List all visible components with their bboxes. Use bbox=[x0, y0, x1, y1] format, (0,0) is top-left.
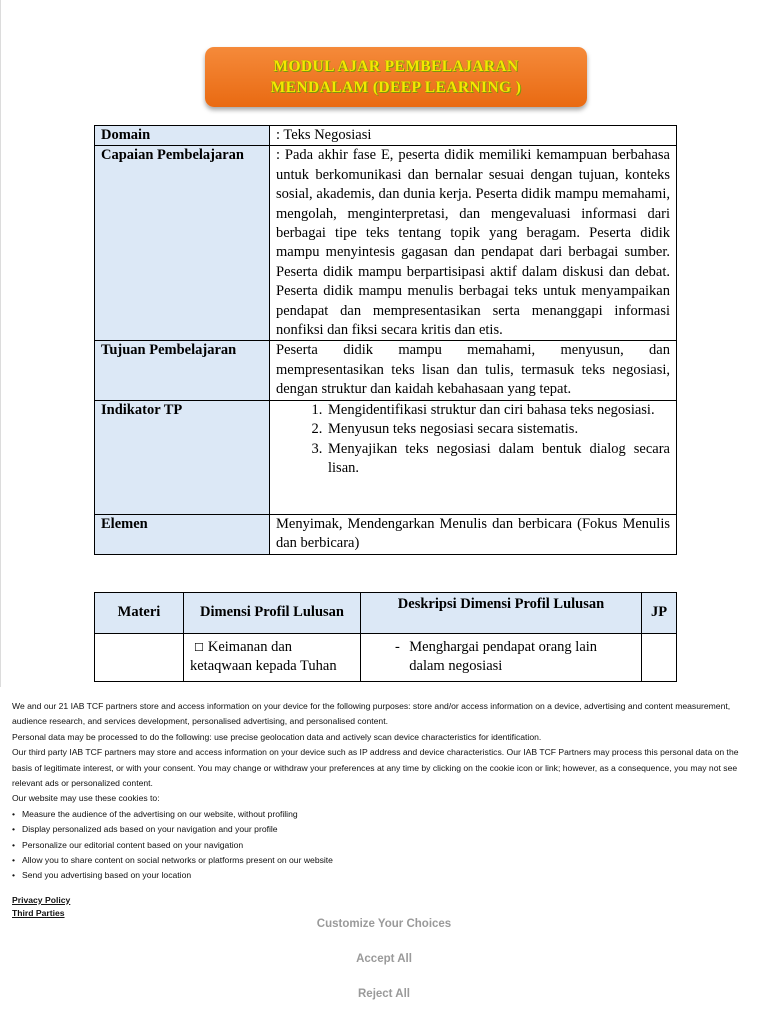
list-item: • Personalize our editorial content based on your navigation bbox=[22, 838, 756, 853]
list-item: • Allow you to share content on social networks or platforms present on our website bbox=[22, 853, 756, 868]
deskripsi-item bbox=[367, 638, 635, 677]
deskripsi-cell bbox=[361, 634, 642, 682]
indikator-list bbox=[276, 401, 670, 479]
consent-paragraph: Our website may use these cookies to: bbox=[12, 793, 160, 804]
indikator-item: 2. Menyusun teks negosiasi secara sistematis. bbox=[326, 420, 670, 439]
tujuan-value: Peserta didik mampu memahami, menyusun, dan mempresentasikan teks lisan dan tulis, termasuk teks negosiasi, dengan struktur dan kaidah kebahasaan yang tepat. bbox=[270, 341, 677, 400]
accept-all-button[interactable]: Accept All bbox=[0, 952, 768, 966]
indikator-value bbox=[270, 400, 677, 514]
customize-choices-button[interactable]: Customize Your Choices bbox=[0, 917, 768, 931]
indikator-item: 3. Menyajikan teks negosiasi dalam bentuk dialog secara lisan. bbox=[326, 440, 670, 479]
dimensi-cell bbox=[184, 634, 361, 682]
elemen-value: Menyimak, Mendengarkan Menulis dan berbicara (Fokus Menulis dan berbicara) bbox=[270, 514, 677, 554]
indikator-item: 1. Mengidentifikasi struktur dan ciri bahasa teks negosiasi. bbox=[326, 401, 670, 420]
indikator-label: Indikator TP bbox=[95, 400, 270, 514]
row-capaian bbox=[95, 146, 677, 341]
checkbox-square-icon: ☐ bbox=[194, 641, 204, 654]
consent-paragraph: Our third party IAB TCF partners may store and access information on your device such as IP address and device characteristics. Our IAB TCF Partners may process this personal data on the basis of legitimate interest, or with your consent. You may change or withdraw your preferences at any time by clicking on the cookie icon or link; however, as a consequence, you may not see relevant ads or personalized content. bbox=[12, 747, 739, 789]
domain-label: Domain bbox=[95, 126, 270, 146]
materi-cell bbox=[95, 634, 184, 682]
consent-paragraph: Personal data may be processed to do the following: use precise geolocation data and actively scan device characteristics for identification. bbox=[12, 731, 542, 742]
header-deskripsi: Deskripsi Dimensi Profil Lulusan bbox=[361, 593, 642, 634]
deskripsi-text: Menghargai pendapat orang lain dalam negosiasi bbox=[409, 639, 598, 675]
consent-text bbox=[0, 687, 768, 920]
consent-paragraph: We and our 21 IAB TCF partners store and access information on your device for the following purposes: store and/or access information on a device, advertising and content measurement, audience research, and services development, personalised advertising, and personalised content. bbox=[12, 701, 731, 727]
list-item: • Display personalized ads based on your navigation and your profile bbox=[22, 822, 756, 837]
row-tujuan bbox=[95, 341, 677, 400]
header-jp: JP bbox=[642, 593, 677, 634]
row-elemen bbox=[95, 514, 677, 554]
cookie-consent-banner bbox=[0, 687, 768, 1024]
row-domain bbox=[95, 126, 677, 146]
title-line-2: MENDALAM (DEEP LEARNING ) bbox=[270, 79, 522, 96]
list-item: • Measure the audience of the advertising on our website, without profiling bbox=[22, 807, 756, 822]
row-indikator bbox=[95, 400, 677, 514]
title-line-1: MODUL AJAR PEMBELAJARAN bbox=[273, 58, 519, 75]
materi-table bbox=[94, 592, 677, 682]
info-table bbox=[94, 125, 677, 555]
module-title-banner bbox=[205, 47, 587, 107]
elemen-label: Elemen bbox=[95, 514, 270, 554]
consent-links bbox=[12, 894, 756, 920]
third-parties-link[interactable]: Third Parties bbox=[12, 907, 65, 918]
domain-value: : Teks Negosiasi bbox=[270, 126, 677, 146]
materi-header-row bbox=[95, 593, 677, 634]
dash-bullet: - bbox=[395, 639, 400, 655]
list-item: • Send you advertising based on your location bbox=[22, 868, 756, 883]
cookie-purpose-list bbox=[12, 807, 756, 884]
jp-cell bbox=[642, 634, 677, 682]
capaian-label: Capaian Pembelajaran bbox=[95, 146, 270, 341]
header-materi: Materi bbox=[95, 593, 184, 634]
capaian-value: : Pada akhir fase E, peserta didik memiliki kemampuan berbahasa untuk berkomunikasi dan bernalar sesuai dengan tujuan, konteks sosial, akademis, dan dunia kerja. Peserta didik mampu memahami, mengolah, menginterpretasi, dan mengevaluasi informasi dari berbagai tipe teks tentang topik yang beragam. Peserta didik mampu menyintesis gagasan dan pendapat dari berbagai sumber. Peserta didik mampu berpartisipasi aktif dalam diskusi dan debat. Peserta didik mampu menulis berbagai teks untuk menyampaikan pendapat dan mempresentasikan serta menanggapi informasi nonfiksi dan fiksi secara kritis dan etis. bbox=[270, 146, 677, 341]
dimensi-text: Keimanan dan ketaqwaan kepada Tuhan bbox=[190, 639, 337, 675]
tujuan-label: Tujuan Pembelajaran bbox=[95, 341, 270, 400]
table-row bbox=[95, 634, 677, 682]
privacy-policy-link[interactable]: Privacy Policy bbox=[12, 894, 71, 905]
header-dimensi: Dimensi Profil Lulusan bbox=[184, 593, 361, 634]
reject-all-button[interactable]: Reject All bbox=[0, 987, 768, 1001]
